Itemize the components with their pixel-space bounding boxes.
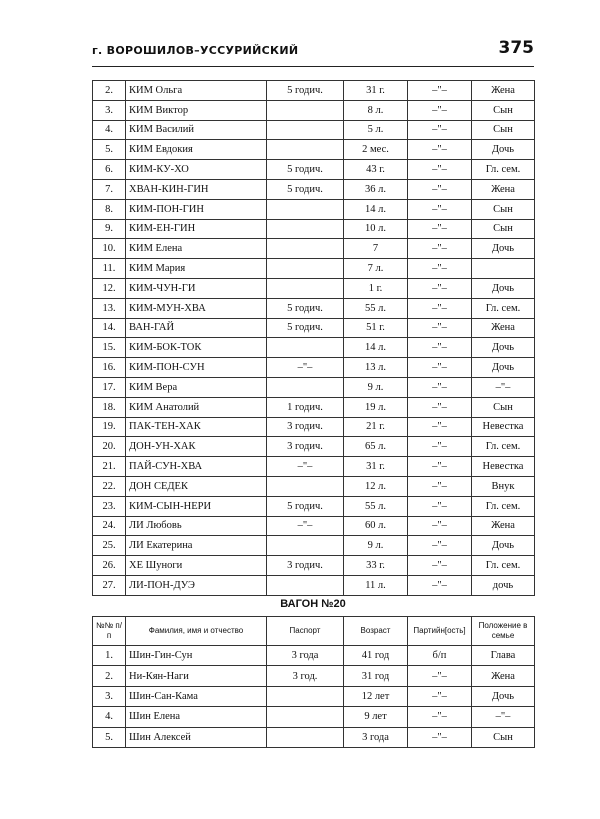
cell-number: 27. (93, 575, 126, 595)
cell-age: 8 л. (344, 100, 408, 120)
cell-name: КИМ-ЧУН-ГИ (126, 278, 267, 298)
cell-name: КИМ Виктор (126, 100, 267, 120)
cell-family-position: Дочь (472, 278, 535, 298)
cell-age: 13 л. (344, 358, 408, 378)
cell-number: 4. (93, 707, 126, 727)
cell-age: 36 л. (344, 179, 408, 199)
col-header-number: №№ п/п (93, 617, 126, 646)
family-list-table (92, 80, 535, 596)
cell-number: 6. (93, 160, 126, 180)
cell-age: 14 л. (344, 199, 408, 219)
cell-family-position: Дочь (472, 536, 535, 556)
cell-party: –"– (408, 437, 472, 457)
cell-passport (267, 259, 344, 279)
cell-number: 14. (93, 318, 126, 338)
cell-party: –"– (408, 239, 472, 259)
table-row (93, 298, 535, 318)
cell-age: 41 год (344, 646, 408, 666)
cell-number: 22. (93, 476, 126, 496)
cell-party: –"– (408, 476, 472, 496)
cell-passport: 3 годич. (267, 437, 344, 457)
cell-family-position: Невестка (472, 457, 535, 477)
cell-passport (267, 686, 344, 706)
cell-number: 3. (93, 686, 126, 706)
cell-number: 8. (93, 199, 126, 219)
cell-passport (267, 219, 344, 239)
cell-party: –"– (408, 457, 472, 477)
cell-name: КИМ Евдокия (126, 140, 267, 160)
cell-family-position: Гл. сем. (472, 160, 535, 180)
table-row (93, 417, 535, 437)
col-header-name: Фамилия, имя и отчество (126, 617, 267, 646)
cell-name: ЛИ Екатерина (126, 536, 267, 556)
cell-age: 7 (344, 239, 408, 259)
cell-name: КИМ-ПОН-ГИН (126, 199, 267, 219)
cell-name: КИМ-СЫН-НЕРИ (126, 496, 267, 516)
cell-number: 15. (93, 338, 126, 358)
cell-passport: 3 года (267, 646, 344, 666)
cell-passport (267, 100, 344, 120)
cell-number: 10. (93, 239, 126, 259)
cell-number: 19. (93, 417, 126, 437)
cell-party: б/п (408, 646, 472, 666)
cell-family-position: Сын (472, 120, 535, 140)
wagon-20-table (92, 616, 535, 748)
cell-party: –"– (408, 496, 472, 516)
cell-number: 5. (93, 727, 126, 747)
table-row (93, 219, 535, 239)
running-title: г. ВОРОШИЛОВ–УССУРИЙСКИЙ (92, 44, 299, 57)
cell-passport (267, 377, 344, 397)
cell-age: 10 л. (344, 219, 408, 239)
cell-age: 51 г. (344, 318, 408, 338)
cell-number: 9. (93, 219, 126, 239)
cell-name: Шин-Гин-Сун (126, 646, 267, 666)
cell-age: 11 л. (344, 575, 408, 595)
cell-name: КИМ-КУ-ХО (126, 160, 267, 180)
cell-number: 5. (93, 140, 126, 160)
table-row (93, 160, 535, 180)
cell-passport (267, 476, 344, 496)
cell-number: 11. (93, 259, 126, 279)
cell-passport: 3 годич. (267, 556, 344, 576)
cell-family-position: Жена (472, 179, 535, 199)
cell-passport: –"– (267, 457, 344, 477)
cell-name: Шин Елена (126, 707, 267, 727)
table-row (93, 686, 535, 706)
cell-passport: 5 годич. (267, 318, 344, 338)
cell-passport (267, 120, 344, 140)
col-header-age: Возраст (344, 617, 408, 646)
cell-passport (267, 727, 344, 747)
cell-family-position: Невестка (472, 417, 535, 437)
cell-family-position: Жена (472, 666, 535, 686)
cell-passport: –"– (267, 358, 344, 378)
cell-number: 26. (93, 556, 126, 576)
wagon-title: ВАГОН №20 (280, 598, 346, 610)
table-row (93, 199, 535, 219)
table-row (93, 457, 535, 477)
table-header-row (93, 617, 535, 646)
cell-number: 3. (93, 100, 126, 120)
table-row (93, 140, 535, 160)
cell-passport: 5 годич. (267, 496, 344, 516)
cell-age: 7 л. (344, 259, 408, 279)
table-row (93, 536, 535, 556)
cell-family-position: Сын (472, 199, 535, 219)
cell-age: 33 г. (344, 556, 408, 576)
cell-family-position: Жена (472, 318, 535, 338)
cell-party: –"– (408, 686, 472, 706)
cell-name: ДОН-УН-ХАК (126, 437, 267, 457)
cell-name: КИМ Вера (126, 377, 267, 397)
cell-age: 65 л. (344, 437, 408, 457)
table-row (93, 120, 535, 140)
cell-party: –"– (408, 556, 472, 576)
cell-family-position: Дочь (472, 239, 535, 259)
page-header (92, 38, 534, 67)
cell-party: –"– (408, 100, 472, 120)
cell-party: –"– (408, 575, 472, 595)
cell-family-position: Глава (472, 646, 535, 666)
cell-passport (267, 140, 344, 160)
cell-name: КИМ Мария (126, 259, 267, 279)
table-row (93, 100, 535, 120)
cell-name: КИМ Анатолий (126, 397, 267, 417)
cell-family-position: Сын (472, 397, 535, 417)
cell-party: –"– (408, 199, 472, 219)
cell-age: 60 л. (344, 516, 408, 536)
cell-number: 17. (93, 377, 126, 397)
table-row (93, 646, 535, 666)
cell-name: Шин-Сан-Кама (126, 686, 267, 706)
table-row (93, 338, 535, 358)
cell-passport: 1 годич. (267, 397, 344, 417)
table-row (93, 318, 535, 338)
cell-age: 14 л. (344, 338, 408, 358)
cell-age: 55 л. (344, 496, 408, 516)
wagon-20-body (93, 646, 535, 748)
cell-passport (267, 536, 344, 556)
cell-passport: 5 годич. (267, 179, 344, 199)
cell-party: –"– (408, 318, 472, 338)
cell-passport (267, 199, 344, 219)
cell-number: 23. (93, 496, 126, 516)
cell-name: КИМ-ПОН-СУН (126, 358, 267, 378)
table-row (93, 496, 535, 516)
cell-party: –"– (408, 160, 472, 180)
col-header-family-position: Положение в семье (472, 617, 535, 646)
cell-family-position: Дочь (472, 338, 535, 358)
cell-family-position: дочь (472, 575, 535, 595)
table-row (93, 81, 535, 101)
table-row (93, 666, 535, 686)
col-header-party: Партийн[ость] (408, 617, 472, 646)
cell-name: КИМ-МУН-ХВА (126, 298, 267, 318)
cell-passport (267, 575, 344, 595)
cell-passport: 3 годич. (267, 417, 344, 437)
table-row (93, 259, 535, 279)
cell-party: –"– (408, 358, 472, 378)
cell-passport (267, 239, 344, 259)
table-row (93, 179, 535, 199)
cell-family-position: –"– (472, 377, 535, 397)
cell-age: 1 г. (344, 278, 408, 298)
cell-name: Ни-Кян-Наги (126, 666, 267, 686)
cell-family-position: Гл. сем. (472, 496, 535, 516)
cell-number: 21. (93, 457, 126, 477)
cell-name: КИМ Василий (126, 120, 267, 140)
cell-family-position: Дочь (472, 140, 535, 160)
cell-number: 2. (93, 666, 126, 686)
cell-name: ХЕ Шуноги (126, 556, 267, 576)
cell-party: –"– (408, 516, 472, 536)
cell-family-position: Гл. сем. (472, 556, 535, 576)
cell-family-position: Дочь (472, 358, 535, 378)
cell-name: ЛИ Любовь (126, 516, 267, 536)
cell-party: –"– (408, 727, 472, 747)
cell-party: –"– (408, 536, 472, 556)
table-row (93, 358, 535, 378)
cell-party: –"– (408, 278, 472, 298)
table-row (93, 556, 535, 576)
cell-number: 25. (93, 536, 126, 556)
family-list-body (93, 81, 535, 596)
table-row (93, 727, 535, 747)
cell-age: 9 лет (344, 707, 408, 727)
cell-number: 1. (93, 646, 126, 666)
cell-party: –"– (408, 397, 472, 417)
cell-family-position: Сын (472, 727, 535, 747)
cell-number: 4. (93, 120, 126, 140)
cell-name: КИМ Ольга (126, 81, 267, 101)
cell-age: 2 мес. (344, 140, 408, 160)
cell-name: ЛИ-ПОН-ДУЭ (126, 575, 267, 595)
cell-name: ДОН СЕДЕК (126, 476, 267, 496)
cell-age: 3 года (344, 727, 408, 747)
cell-number: 13. (93, 298, 126, 318)
cell-party: –"– (408, 259, 472, 279)
table-row (93, 437, 535, 457)
cell-age: 5 л. (344, 120, 408, 140)
cell-name: ХВАН-КИН-ГИН (126, 179, 267, 199)
cell-age: 31 год (344, 666, 408, 686)
cell-age: 9 л. (344, 536, 408, 556)
cell-age: 12 лет (344, 686, 408, 706)
cell-family-position: Сын (472, 219, 535, 239)
cell-family-position: Дочь (472, 686, 535, 706)
cell-passport: 5 годич. (267, 298, 344, 318)
cell-age: 31 г. (344, 81, 408, 101)
cell-passport (267, 707, 344, 727)
cell-party: –"– (408, 417, 472, 437)
table-row (93, 575, 535, 595)
cell-family-position: Гл. сем. (472, 298, 535, 318)
cell-passport: 5 годич. (267, 160, 344, 180)
cell-name: КИМ Елена (126, 239, 267, 259)
cell-number: 16. (93, 358, 126, 378)
table-row (93, 239, 535, 259)
cell-party: –"– (408, 377, 472, 397)
cell-number: 7. (93, 179, 126, 199)
table-row (93, 278, 535, 298)
cell-number: 18. (93, 397, 126, 417)
cell-party: –"– (408, 666, 472, 686)
cell-passport (267, 338, 344, 358)
cell-family-position: Сын (472, 100, 535, 120)
cell-passport (267, 278, 344, 298)
cell-party: –"– (408, 120, 472, 140)
cell-age: 12 л. (344, 476, 408, 496)
cell-family-position: Жена (472, 81, 535, 101)
page-number: 375 (498, 38, 534, 58)
cell-age: 55 л. (344, 298, 408, 318)
cell-name: ПАЙ-СУН-ХВА (126, 457, 267, 477)
cell-name: ВАН-ГАЙ (126, 318, 267, 338)
cell-party: –"– (408, 81, 472, 101)
cell-party: –"– (408, 707, 472, 727)
col-header-passport: Паспорт (267, 617, 344, 646)
cell-name: ПАК-ТЕН-ХАК (126, 417, 267, 437)
table-row (93, 476, 535, 496)
cell-party: –"– (408, 179, 472, 199)
table-row (93, 707, 535, 727)
cell-name: Шин Алексей (126, 727, 267, 747)
cell-party: –"– (408, 140, 472, 160)
cell-age: 43 г. (344, 160, 408, 180)
cell-number: 12. (93, 278, 126, 298)
cell-family-position: Внук (472, 476, 535, 496)
cell-passport: 5 годич. (267, 81, 344, 101)
cell-family-position: Жена (472, 516, 535, 536)
cell-party: –"– (408, 219, 472, 239)
cell-number: 24. (93, 516, 126, 536)
cell-passport: –"– (267, 516, 344, 536)
cell-age: 19 л. (344, 397, 408, 417)
cell-age: 31 г. (344, 457, 408, 477)
cell-number: 2. (93, 81, 126, 101)
cell-family-position (472, 259, 535, 279)
cell-family-position: –"– (472, 707, 535, 727)
cell-age: 9 л. (344, 377, 408, 397)
cell-party: –"– (408, 338, 472, 358)
cell-passport: 3 год. (267, 666, 344, 686)
table-row (93, 377, 535, 397)
cell-family-position: Гл. сем. (472, 437, 535, 457)
cell-party: –"– (408, 298, 472, 318)
cell-name: КИМ-БОК-ТОК (126, 338, 267, 358)
table-row (93, 516, 535, 536)
cell-number: 20. (93, 437, 126, 457)
table-row (93, 397, 535, 417)
cell-age: 21 г. (344, 417, 408, 437)
cell-name: КИМ-ЕН-ГИН (126, 219, 267, 239)
